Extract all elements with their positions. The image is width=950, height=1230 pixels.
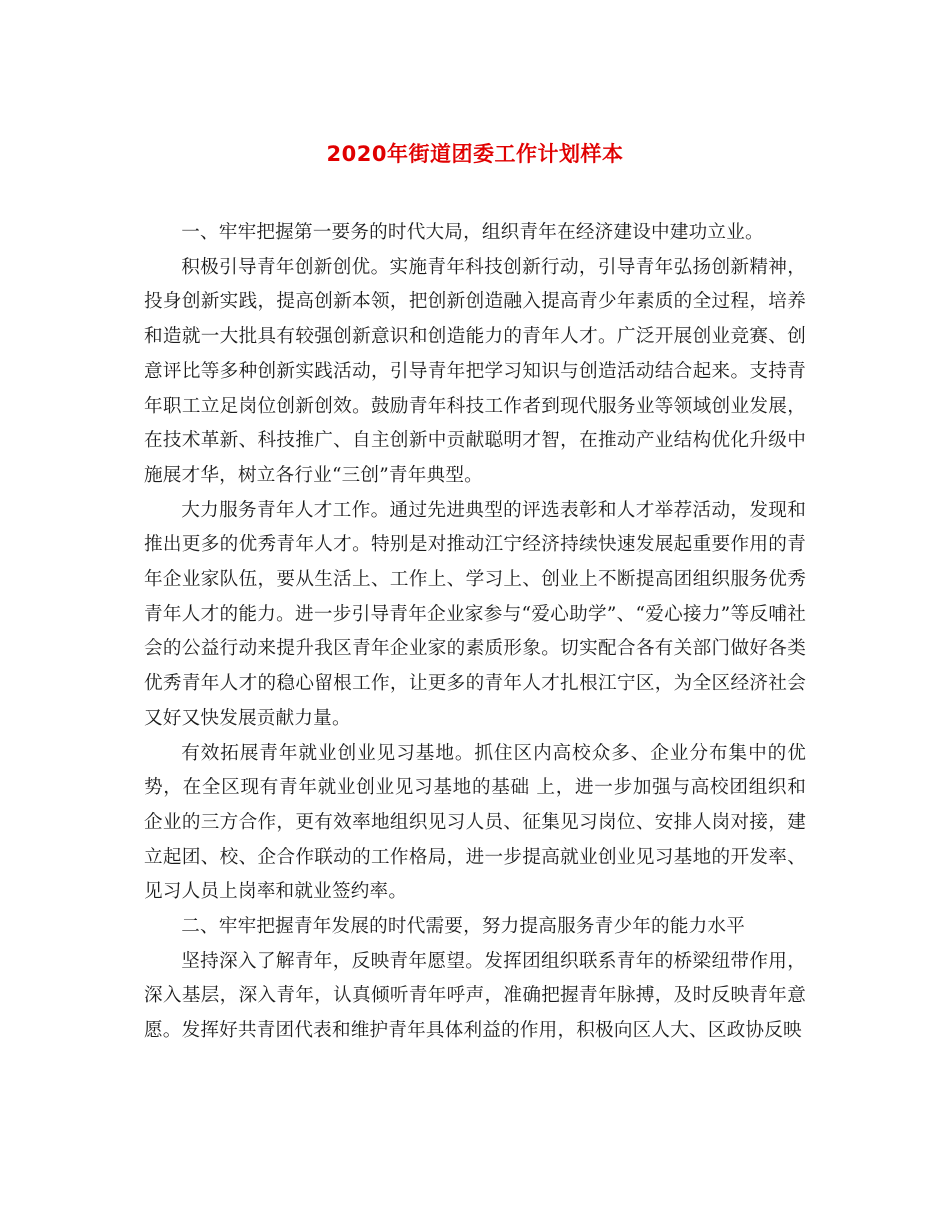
- document-body: [144, 216, 806, 1049]
- section-heading-1: 一、牢牢把握第一要务的时代大局，组织青年在经济建设中建功立业。: [181, 222, 764, 243]
- paragraph-internship-base: 有效拓展青年就业创业见习基地。抓住区内高校众多、企业分布集中的优势，在全区现有青年就业创业见习基地的基础 上，进一步加强与高校团组织和企业的三方合作，更有效率地组织见习人员、征集见习岗位、安排人岗对接，建立起团、校、企合作联动的工作格局，进一步提高就业创业见习基地的开发率、见习人员上岗率和就业签约率。: [144, 742, 806, 903]
- paragraph-understand-youth: 坚持深入了解青年，反映青年愿望。发挥团组织联系青年的桥梁纽带作用，深入基层，深入青年，认真倾听青年呼声，准确把握青年脉搏，及时反映青年意愿。发挥好共青团代表和维护青年具体利益的作用，积极向区人大、区政协反映: [144, 950, 806, 1042]
- paragraph-innovation: 积极引导青年创新创优。实施青年科技创新行动，引导青年弘扬创新精神，投身创新实践，提高创新本领，把创新创造融入提高青少年素质的全过程，培养和造就一大批具有较强创新意识和创造能力的青年人才。广泛开展创业竞赛、创意评比等多种创新实践活动，引导青年把学习知识与创造活动结合起来。支持青年职工立足岗位创新创效。鼓励青年科技工作者到现代服务业等领域创业发展，在技术革新、科技推广、自主创新中贡献聪明才智，在推动产业结构优化升级中施展才华，树立各行业“三创”青年典型。: [144, 256, 806, 486]
- document-title: 2020年街道团委工作计划样本: [326, 142, 624, 166]
- paragraph-talent-service: 大力服务青年人才工作。通过先进典型的评选表彰和人才举荐活动，发现和推出更多的优秀青年人才。特别是对推动江宁经济持续快速发展起重要作用的青年企业家队伍，要从生活上、工作上、学习上、创业上不断提高团组织服务优秀青年人才的能力。进一步引导青年企业家参与“爱心助学”、“爱心接力”等反哺社会的公益行动来提升我区青年企业家的素质形象。切实配合各有关部门做好各类优秀青年人才的稳心留根工作，让更多的青年人才扎根江宁区，为全区经济社会又好又快发展贡献力量。: [144, 499, 806, 729]
- section-heading-2: 二、牢牢把握青年发展的时代需要，努力提高服务青少年的能力水平: [181, 916, 746, 938]
